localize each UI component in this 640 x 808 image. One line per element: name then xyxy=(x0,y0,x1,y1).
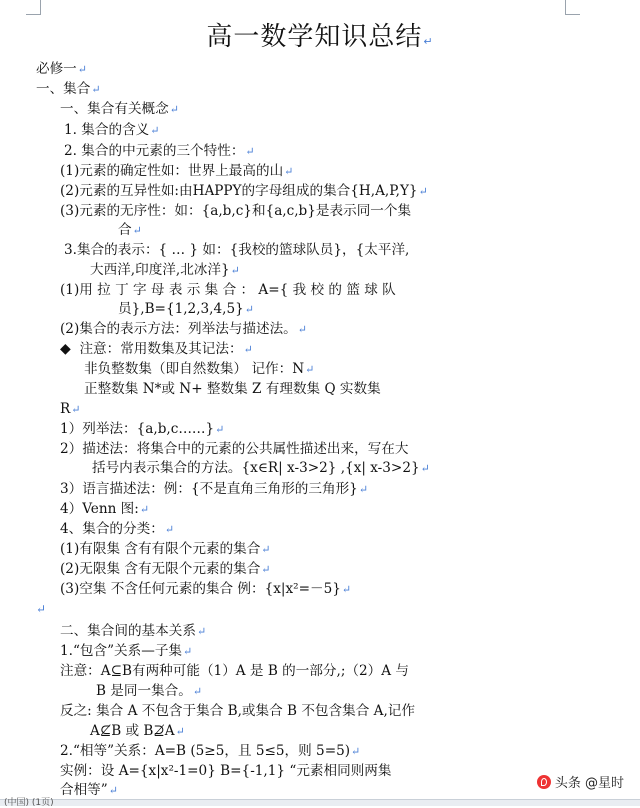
page-corner-mark xyxy=(26,0,41,15)
text-line: (2)集合的表示方法：列举法与描述法。↵ xyxy=(60,321,307,337)
page-corner-mark xyxy=(565,0,580,15)
text-line: 注意：A⊆B有两种可能（1）A 是 B 的一部分,;（2）A 与 xyxy=(60,663,409,679)
text-line: (2)元素的互异性如:由HAPPY的字母组成的集合{H,A,P,Y}↵ xyxy=(60,183,428,199)
text-line: 1）列举法：{a,b,c……}↵ xyxy=(60,421,225,437)
text-line: 2.“相等”关系：A=B (5≥5，且 5≤5，则 5=5)↵ xyxy=(60,743,361,759)
text-line: 2. 集合的中元素的三个特性：↵ xyxy=(64,143,255,159)
text-line: 1.“包含”关系—子集↵ xyxy=(60,643,193,659)
text-line: R↵ xyxy=(60,401,81,417)
text-line: 非负整数集（即自然数集） 记作：N↵ xyxy=(84,361,315,377)
text-line: 4）Venn 图:↵ xyxy=(60,501,150,517)
text-line: 1. 集合的含义↵ xyxy=(64,122,160,138)
watermark: 头条 @星时 xyxy=(533,771,628,792)
text-line: 一、集合↵ xyxy=(36,81,101,97)
text-line: B 是同一集合。↵ xyxy=(96,683,203,699)
document-title: 高一数学知识总结↵ xyxy=(206,22,434,52)
text-line: 正整数集 N*或 N+ 整数集 Z 有理数集 Q 实数集 xyxy=(84,381,381,397)
status-bar xyxy=(0,799,640,806)
text-line: 必修一↵ xyxy=(36,61,87,77)
text-line: 大西洋,印度洋,北冰洋}↵ xyxy=(90,262,240,278)
text-line: 括号内表示集合的方法。{x∈R| x-3>2} ,{x| x-3>2}↵ xyxy=(92,460,430,476)
text-line: 反之: 集合 A 不包含于集合 B,或集合 B 不包含集合 A,记作 xyxy=(60,703,415,719)
text-line: (2)无限集 含有无限个元素的集合↵ xyxy=(60,561,271,577)
empty-paragraph: ↵ xyxy=(36,602,47,616)
text-line: (1)用 拉 丁 字 母 表 示 集 合 ： A={ 我 校 的 篮 球 队 xyxy=(60,282,396,298)
text-line: (3)空集 不含任何元素的集合 例：{x|x²=－5}↵ xyxy=(60,581,352,597)
text-line: (3)元素的无序性：如：{a,b,c}和{a,c,b}是表示同一个集 xyxy=(60,203,412,219)
text-line: 3）语言描述法：例：{不是直角三角形的三角形}↵ xyxy=(60,481,369,497)
text-line: 实例：设 A={x|x²-1=0} B={-1,1} “元素相同则两集 xyxy=(60,763,392,779)
text-line: A⊈B 或 B⊉A↵ xyxy=(90,723,185,739)
toutiao-logo-icon xyxy=(537,775,551,789)
text-line: 4、集合的分类：↵ xyxy=(60,521,175,537)
diamond-bullet-icon: ◆ xyxy=(60,341,71,357)
text-line: (1)有限集 含有有限个元素的集合↵ xyxy=(60,541,271,557)
status-text: (中国) (1页) xyxy=(4,798,54,808)
text-line: 2）描述法：将集合中的元素的公共属性描述出来，写在大 xyxy=(60,441,409,457)
text-line: 3.集合的表示：{ … } 如：{我校的篮球队员}，{太平洋, xyxy=(64,242,410,258)
text-line: 二、集合间的基本关系↵ xyxy=(60,623,207,639)
text-line: 合相等”↵ xyxy=(60,782,118,798)
text-line: 合↵ xyxy=(118,222,142,238)
text-line: 员},B={1,2,3,4,5}↵ xyxy=(118,301,254,317)
text-line: (1)元素的确定性如：世界上最高的山↵ xyxy=(60,163,294,179)
text-line: 一、集合有关概念↵ xyxy=(60,101,179,117)
text-line: ◆ 注意：常用数集及其记法：↵ xyxy=(60,341,253,357)
